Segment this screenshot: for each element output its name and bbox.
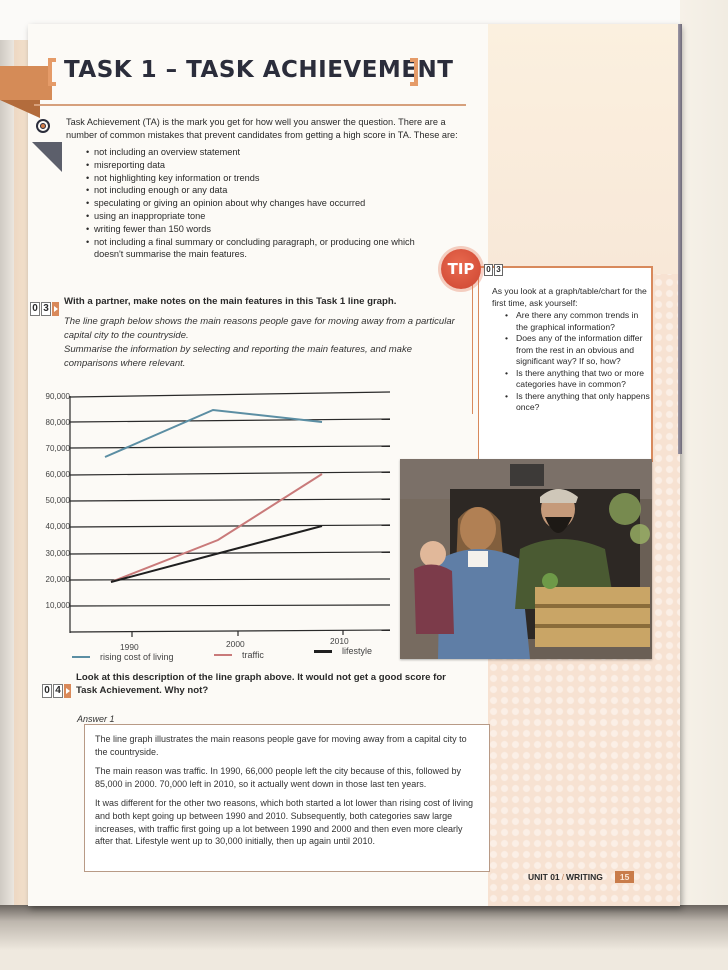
mistakes-list [86, 146, 426, 261]
footer-unit: UNIT 01 [528, 872, 560, 882]
list-item: • Are there any common trends in the graphical information? [502, 310, 652, 333]
answer-paragraph: It was different for the other two reasons, which both started a lot lower than rising cost of living and both kept going up between 1990 and 2010. Subsequently, both categories saw large increases, with traffic first going up a lot between 1990 and 2000 and then even more clearly after that. Lifestyle went up to 30,000 initially, then up again until 2010. [95, 798, 474, 847]
title-divider [34, 104, 466, 106]
side-panel-top [488, 24, 680, 274]
legend-traffic [214, 650, 264, 660]
exercise-04-heading: Look at this description of the line graph above. It would not get a good score for Task Achievement. Why not? [76, 672, 446, 696]
legend-label: rising cost of living [100, 652, 174, 662]
exercise-03-heading: With a partner, make notes on the main features in this Task 1 line graph. [64, 296, 397, 307]
y-tick-label: 70,000 [45, 444, 70, 453]
family-photo [400, 459, 652, 659]
legend-swatch-icon [214, 654, 232, 656]
intro-paragraph: Task Achievement (TA) is the mark you get for how well you answer the question. There are a number of common mistakes that prevent candidates from getting a high score in TA. These are: [66, 117, 458, 140]
background-bottom [0, 905, 728, 970]
tip-connector [472, 274, 473, 414]
tip-badge: TIP [441, 249, 481, 289]
line-chart [28, 384, 408, 674]
page-number: 15 [615, 871, 634, 883]
x-tick-label: 2000 [226, 639, 245, 649]
x-tick-label: 1990 [120, 642, 139, 652]
series-rising-cost-of-living [105, 410, 322, 457]
exercise-digit: 0 [30, 302, 40, 316]
answer-paragraph: The main reason was traffic. In 1990, 66,000 people left the city because of this, followed by 85,000 in 2000. 70,000 left in 2010, so it actually went down in those last ten years. [95, 766, 462, 789]
tip-questions [492, 310, 652, 414]
exercise-03-prompt-1: The line graph below shows the main reasons people gave for moving away from a particular capital city to the countryside. [64, 316, 455, 341]
page-footer [528, 871, 634, 883]
photo-illustration [400, 459, 652, 659]
answer-label: Answer 1 [77, 714, 115, 724]
list-item: • misreporting data [86, 159, 426, 172]
list-item: • using an inappropriate tone [86, 210, 426, 223]
tip-number [484, 264, 504, 276]
y-tick-label: 10,000 [45, 601, 70, 610]
list-item: • not including a final summary or concluding paragraph, or producing one which doesn't summarise the main features. [86, 236, 426, 262]
y-tick-label: 40,000 [45, 522, 70, 531]
exercise-03-badge [30, 302, 59, 316]
chart-gridlines [70, 392, 390, 637]
legend-rising-cost-of-living [72, 652, 174, 662]
exercise-03-prompt-2: Summarise the information by selecting and reporting the main features, and make comparisons where relevant. [64, 344, 412, 369]
exercise-digit: 0 [42, 684, 52, 698]
answer-box [84, 724, 490, 872]
tip-digit: 0 [484, 264, 493, 276]
exercise-04-badge [42, 684, 71, 698]
y-tick-label: 20,000 [45, 575, 70, 584]
y-tick-label: 90,000 [45, 392, 70, 401]
y-tick-label: 60,000 [45, 470, 70, 479]
exercise-digit: 3 [41, 302, 51, 316]
title-ribbon-fold [0, 100, 40, 118]
answer-paragraph: The line graph illustrates the main reasons people gave for moving away from a capital city to the countryside. [95, 734, 467, 757]
target-icon [36, 119, 50, 133]
textbook-page [28, 24, 680, 906]
page-stack-edge [678, 24, 682, 454]
footer-separator: / [561, 872, 565, 882]
left-bracket-icon [48, 58, 56, 86]
title-ribbon [0, 66, 52, 100]
list-item: • not including enough or any data [86, 184, 426, 197]
background-right [680, 0, 728, 970]
list-item: • Does any of the information differ from the rest in an obvious and significant way? If so, how? [502, 333, 652, 368]
y-tick-label: 80,000 [45, 418, 70, 427]
legend-label: lifestyle [342, 646, 373, 656]
legend-swatch-icon [72, 656, 90, 658]
legend-label: traffic [242, 650, 264, 660]
series-traffic [111, 474, 322, 582]
list-item: • not highlighting key information or trends [86, 172, 426, 185]
list-item: • speculating or giving an opinion about why changes have occurred [86, 197, 426, 210]
tip-intro: As you look at a graph/table/chart for the first time, ask yourself: [492, 286, 647, 308]
triangle-decoration-icon [32, 142, 62, 172]
exercise-digit: 4 [53, 684, 63, 698]
footer-section: WRITING [566, 872, 603, 882]
chart-plot [28, 384, 408, 674]
y-tick-label: 50,000 [45, 496, 70, 505]
list-item: • writing fewer than 150 words [86, 223, 426, 236]
y-tick-label: 30,000 [45, 549, 70, 558]
play-arrow-icon [52, 302, 59, 316]
list-item: • not including an overview statement [86, 146, 426, 159]
play-arrow-icon [64, 684, 71, 698]
page-title: TASK 1 – TASK ACHIEVEMENT [64, 57, 454, 83]
tip-digit: 3 [494, 264, 503, 276]
list-item: • Is there anything that only happens once? [502, 391, 652, 414]
list-item: • Is there anything that two or more categories have in common? [502, 368, 652, 391]
x-tick-label: 2010 [330, 636, 349, 646]
legend-lifestyle [314, 646, 372, 656]
legend-swatch-icon [314, 650, 332, 653]
right-bracket-icon [410, 58, 418, 86]
tip-content [492, 286, 652, 414]
